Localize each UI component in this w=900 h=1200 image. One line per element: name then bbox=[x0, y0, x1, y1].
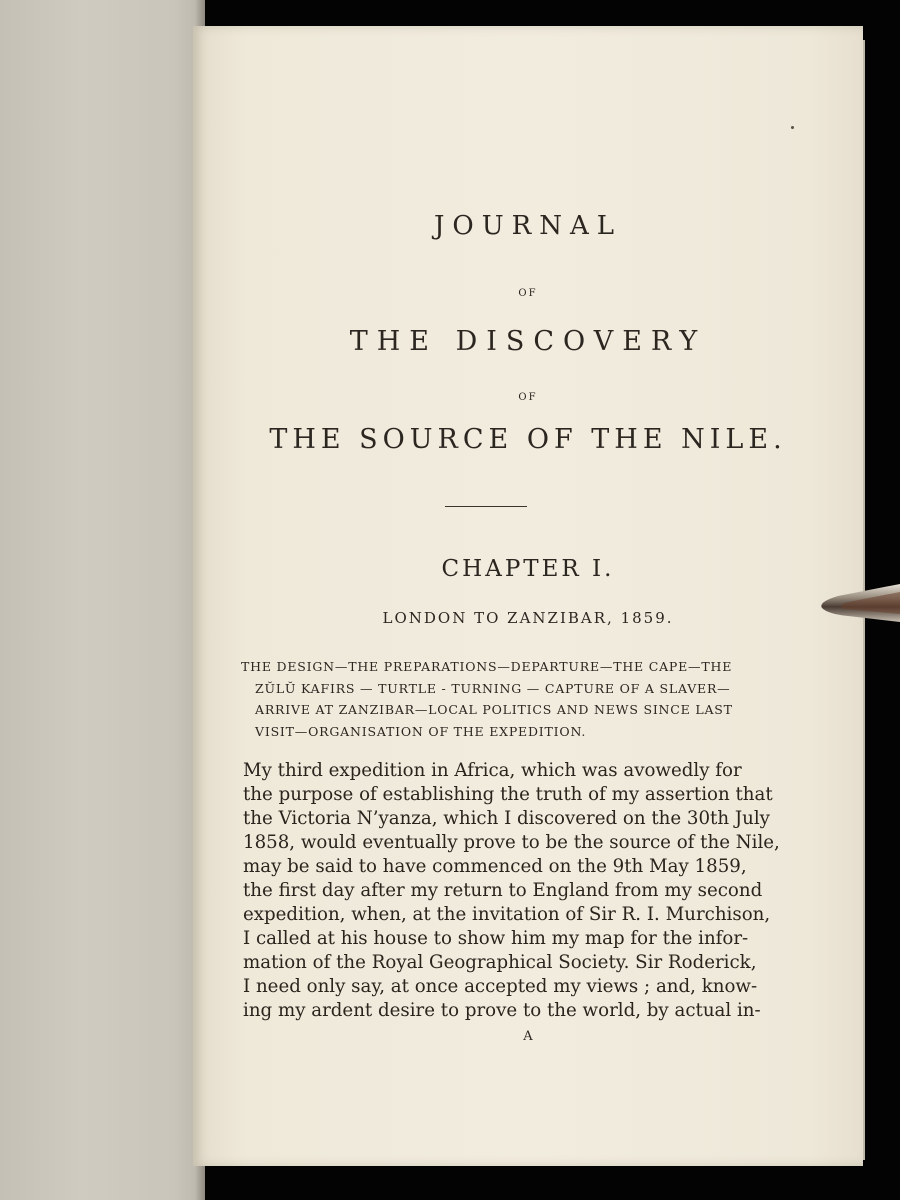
left-page bbox=[0, 0, 205, 1200]
body-line: ing my ardent desire to prove to the world, by actual in- bbox=[243, 1000, 761, 1021]
heading-of-1: OF bbox=[518, 288, 538, 299]
body-line: 1858, would eventually prove to be the source of the Nile, bbox=[243, 832, 780, 853]
body-line: I need only say, at once accepted my views ; and, know- bbox=[243, 976, 758, 997]
body-line: the first day after my return to England from my second bbox=[243, 880, 763, 901]
metal-bookmark bbox=[818, 578, 900, 626]
chapter-title: CHAPTER I. bbox=[441, 556, 615, 582]
ink-speck bbox=[791, 126, 794, 129]
signature-mark: A bbox=[523, 1029, 533, 1044]
synopsis-line: THE DESIGN—THE PREPARATIONS—DEPARTURE—THE CAPE—THE bbox=[241, 659, 733, 674]
chapter-subtitle: LONDON TO ZANZIBAR, 1859. bbox=[382, 609, 674, 627]
book-page bbox=[193, 26, 863, 1166]
heading-discovery: THE DISCOVERY bbox=[349, 326, 707, 357]
body-line: expedition, when, at the invitation of Sir R. I. Murchison, bbox=[243, 904, 771, 925]
body-paragraph bbox=[243, 759, 780, 1023]
heading-journal: JOURNAL bbox=[433, 211, 623, 241]
synopsis-line: ZŬLŬ KAFIRS — TURTLE - TURNING — CAPTURE OF A SLAVER— bbox=[255, 680, 731, 696]
body-line: the Victoria N’yanza, which I discovered on the 30th July bbox=[243, 808, 770, 829]
body-line: may be said to have commenced on the 9th May 1859, bbox=[243, 856, 747, 877]
title-rule bbox=[445, 506, 527, 507]
body-line: I called at his house to show him my map for the infor- bbox=[243, 928, 749, 949]
body-line: mation of the Royal Geographical Society. Sir Roderick, bbox=[243, 952, 757, 973]
heading-source: THE SOURCE OF THE NILE. bbox=[269, 424, 787, 455]
synopsis-line: VISIT—ORGANISATION OF THE EXPEDITION. bbox=[255, 723, 587, 739]
chapter-synopsis bbox=[241, 656, 781, 742]
synopsis-line: ARRIVE AT ZANZIBAR—LOCAL POLITICS AND NEWS SINCE LAST bbox=[255, 702, 733, 717]
heading-of-2: OF bbox=[518, 392, 538, 403]
body-line: the purpose of establishing the truth of my assertion that bbox=[243, 784, 773, 805]
body-line: My third expedition in Africa, which was avowedly for bbox=[243, 760, 742, 781]
